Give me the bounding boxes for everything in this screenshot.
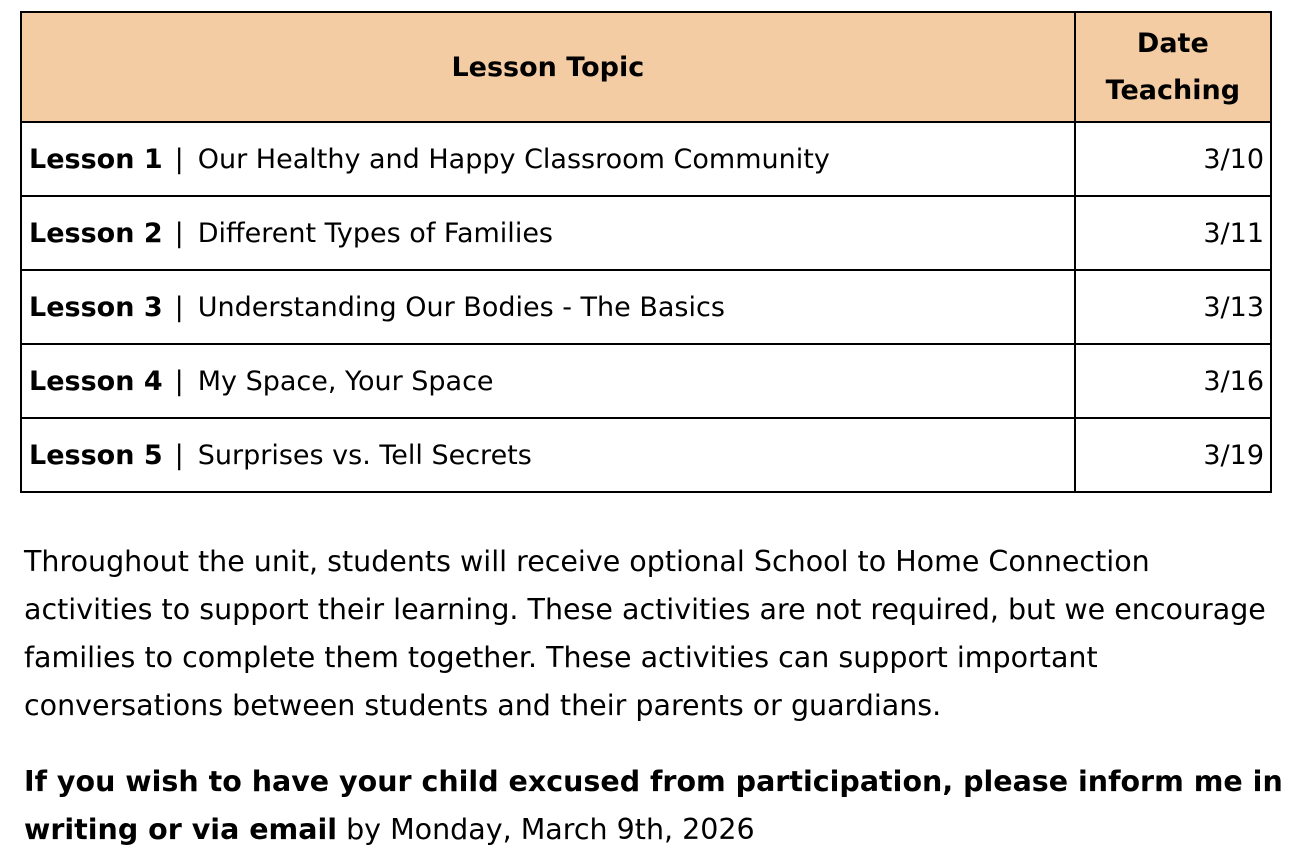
lesson-topic-cell bbox=[21, 270, 1075, 344]
lesson-topic: Different Types of Families bbox=[197, 217, 553, 249]
lesson-date: 3/11 bbox=[1203, 217, 1264, 249]
lesson-date: 3/16 bbox=[1203, 365, 1264, 397]
lesson-number: Lesson 1 bbox=[29, 143, 163, 175]
lesson-topic: Surprises vs. Tell Secrets bbox=[197, 439, 532, 471]
header-date-line2: Teaching bbox=[1105, 75, 1241, 106]
table-row bbox=[21, 344, 1271, 418]
lesson-number: Lesson 4 bbox=[29, 365, 163, 397]
lesson-date: 3/13 bbox=[1203, 291, 1264, 323]
lesson-topic: My Space, Your Space bbox=[197, 365, 494, 397]
lesson-date-cell bbox=[1075, 196, 1271, 270]
lesson-schedule-table bbox=[20, 11, 1272, 493]
lesson-number: Lesson 2 bbox=[29, 217, 163, 249]
lesson-topic-cell bbox=[21, 122, 1075, 196]
lesson-topic: Understanding Our Bodies - The Basics bbox=[197, 291, 725, 323]
header-date-teaching bbox=[1075, 12, 1271, 122]
excuse-bold-text: If you wish to have your child excused from participation, please inform me in writing or via email bbox=[24, 765, 1283, 846]
header-lesson-topic-label: Lesson Topic bbox=[451, 51, 645, 83]
lesson-number: Lesson 3 bbox=[29, 291, 163, 323]
lesson-date-cell bbox=[1075, 418, 1271, 492]
header-date-line1: Date bbox=[1136, 28, 1209, 59]
lesson-date-cell bbox=[1075, 270, 1271, 344]
lesson-date-cell bbox=[1075, 344, 1271, 418]
excuse-deadline-text: by Monday, March 9th, 2026 bbox=[337, 813, 755, 846]
lesson-date: 3/10 bbox=[1203, 143, 1264, 175]
lesson-date-cell bbox=[1075, 122, 1271, 196]
separator: | bbox=[174, 439, 184, 471]
separator: | bbox=[174, 143, 184, 175]
lesson-topic-cell bbox=[21, 344, 1075, 418]
header-lesson-topic bbox=[21, 12, 1075, 122]
table-row bbox=[21, 196, 1271, 270]
table-row bbox=[21, 418, 1271, 492]
table-row bbox=[21, 122, 1271, 196]
lesson-topic-cell bbox=[21, 418, 1075, 492]
table-header-row bbox=[21, 12, 1271, 122]
lesson-number: Lesson 5 bbox=[29, 439, 163, 471]
separator: | bbox=[174, 365, 184, 397]
excuse-paragraph bbox=[24, 758, 1284, 854]
lesson-topic: Our Healthy and Happy Classroom Community bbox=[197, 143, 830, 175]
separator: | bbox=[174, 291, 184, 323]
lesson-topic-cell bbox=[21, 196, 1075, 270]
info-paragraph: Throughout the unit, students will receive optional School to Home Connection activities to support their learning. These activities are not required, but we encourage families to complete them together. These activities can support important conversations between students and their parents or guardians. bbox=[24, 545, 1266, 722]
table-row bbox=[21, 270, 1271, 344]
separator: | bbox=[174, 217, 184, 249]
lesson-date: 3/19 bbox=[1203, 439, 1264, 471]
